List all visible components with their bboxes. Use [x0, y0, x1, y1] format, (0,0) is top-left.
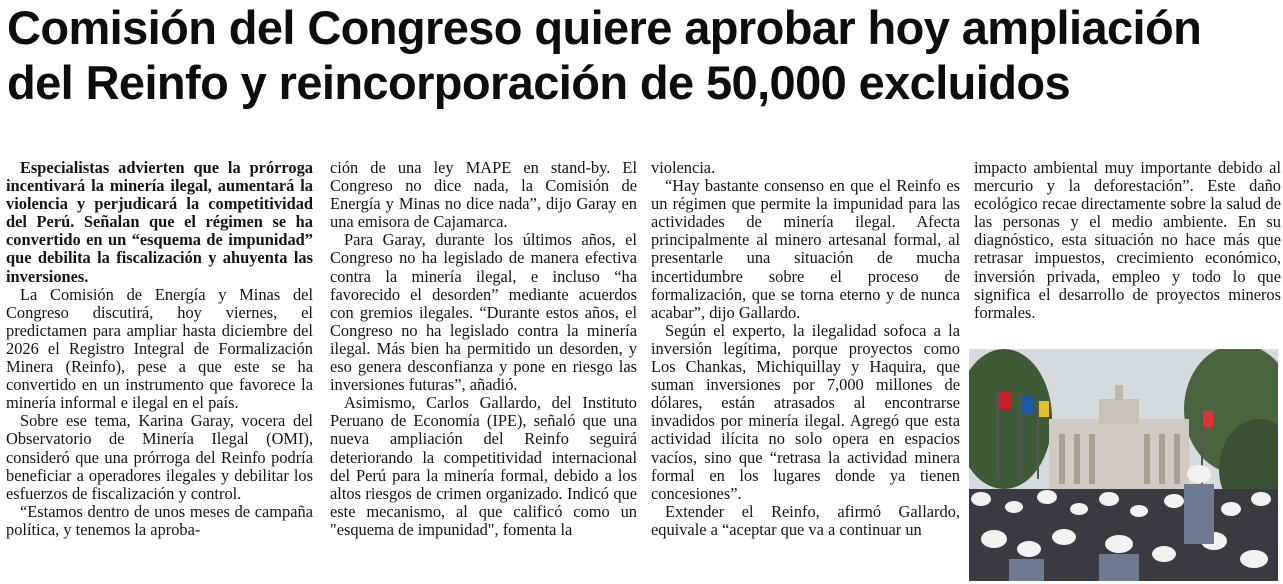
paragraph: “Estamos dentro de unos meses de campaña política, y tenemos la aproba-	[6, 501, 313, 539]
article-column-1	[6, 159, 313, 539]
paragraph: Según el experto, la ilegalidad sofoca a la inversión legítima, porque proyectos como Los Chankas, Michiquillay y Haquira, que suman inversiones por 7,000 millones de dólares, están atrasados al encontrarse invadidos por minería ilegal. Agregó que esta actividad ilícita no solo opera en espacios vacíos, sino que “retrasa la actividad minera formal en los lugares donde ya tienen concesiones”.	[651, 320, 960, 503]
article-column-2	[330, 159, 637, 539]
article-lead: Especialistas advierten que la prórroga incentivará la minería ilegal, aumentará la violencia y perjudicará la competitividad del Perú. Señalan que el régimen se ha convertido en un “esquema de impunidad” que debilita la fiscalización y ahuyenta las inversiones.	[6, 158, 313, 286]
paragraph: “Hay bastante consenso en que el Reinfo es un régimen que permite la impunidad para las actividades de minería ilegal. Afecta principalmente al minero artesanal formal, al presentarle una situación de mucha incertidumbre sobre el proceso de formalización, que se torna eterno y de nunca acabar”, dijo Gallardo.	[651, 176, 960, 322]
protest-photo	[969, 349, 1278, 581]
paragraph: impacto ambiental muy importante debido al mercurio y la deforestación”. Este daño ecológico recae directamente sobre la salud de las personas y el medio ambiente. En su diagnóstico, esta situación no hace más que retrasar impuestos, crecimiento económico, inversión privada, empleo y todo lo que significa el desarrollo de proyectos mineros formales.	[974, 158, 1281, 322]
article-column-4	[974, 159, 1281, 322]
paragraph: Extender el Reinfo, afirmó Gallardo, equivale a “aceptar que va a continuar un	[651, 501, 960, 539]
paragraph: Sobre ese tema, Karina Garay, vocera del Observatorio de Minería Ilegal (OMI), consideró que una prórroga del Reinfo podría beneficiar a operadores ilegales y debilitar los esfuerzos de fiscalización y control.	[6, 411, 313, 503]
headline: Comisión del Congreso quiere aprobar hoy ampliación del Reinfo y reincorporación de 50,000 excluidos	[7, 1, 1202, 109]
paragraph: Asimismo, Carlos Gallardo, del Instituto Peruano de Economía (IPE), señaló que una nueva ampliación del Reinfo seguirá deteriorando la competitividad internacional del Perú para la minería formal, debido a los altos riesgos de crimen organizado. Indicó que este mecanismo, al que calificó como un "esquema de impunidad", fomenta la	[330, 393, 637, 539]
photo-building-tower	[1115, 385, 1123, 401]
paragraph: La Comisión de Energía y Minas del Congreso discutirá, hoy viernes, el predictamen para ampliar hasta diciembre del 2026 el Registro Integral de Formalización Minera (Reinfo), pese a que este se ha convertido en un instrumento que favorece la minería informal e ilegal en el país.	[6, 284, 313, 413]
paragraph: ción de una ley MAPE en stand-by. El Congreso no dice nada, la Comisión de Energía y Minas no dice nada”, dijo Garay en una emisora de Cajamarca.	[330, 158, 637, 232]
protest-photo-illustration	[969, 349, 1278, 581]
photo-building	[1049, 419, 1189, 489]
photo-building-dome	[1099, 399, 1139, 424]
paragraph: Para Garay, durante los últimos años, el Congreso no ha legislado de manera efectiva contra la minería ilegal, e incluso “ha favorecido el desorden” mediante acuerdos con gremios ilegales. “Durante estos años, el Congreso no ha legislado contra la minería ilegal. Más bien ha permitido un desorden, y eso genera desconfianza y pone en riesgo las inversiones futuras”, añadió.	[330, 230, 637, 395]
article-column-3	[651, 159, 960, 539]
paragraph: violencia.	[651, 158, 716, 177]
